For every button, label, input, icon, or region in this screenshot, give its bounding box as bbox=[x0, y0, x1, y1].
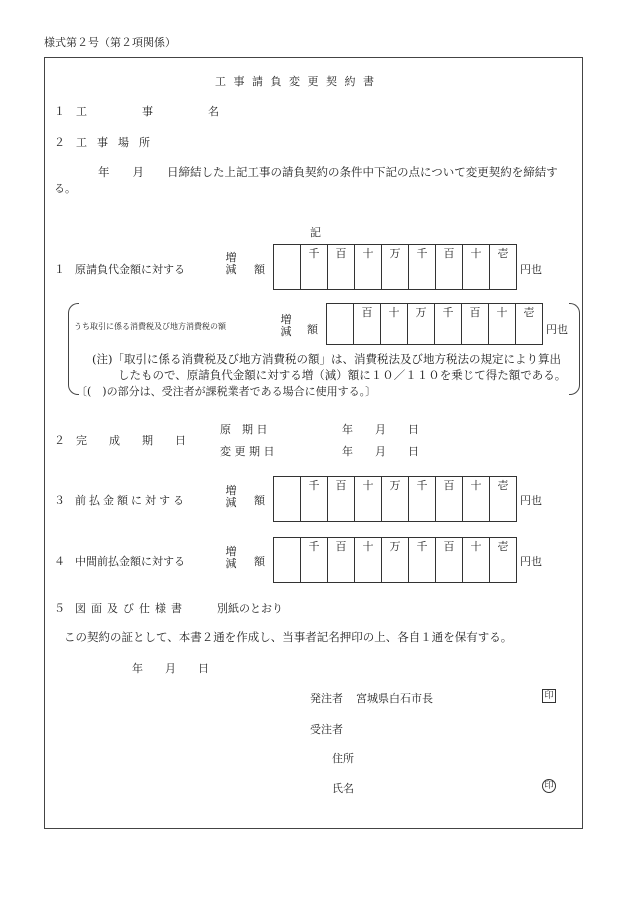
sec3-num: ３ bbox=[54, 494, 65, 507]
digit-cell[interactable]: 百 bbox=[354, 304, 381, 345]
orderer-name: 宮城県白石市長 bbox=[356, 692, 433, 705]
sec1-num: １ bbox=[54, 263, 65, 276]
address-label: 住所 bbox=[332, 752, 354, 765]
date-line: 年 月 日 bbox=[132, 662, 209, 675]
digit-cell[interactable]: 壱 bbox=[490, 477, 517, 522]
digit-cell[interactable]: 百 bbox=[462, 304, 489, 345]
sec1-label: 原請負代金額に対する bbox=[75, 263, 185, 276]
digit-cell[interactable]: 万 bbox=[382, 245, 409, 290]
amount-cell[interactable] bbox=[274, 538, 301, 583]
tax-amount-grid bbox=[326, 303, 543, 345]
zou: 増 bbox=[225, 251, 237, 264]
sec1-amount-grid bbox=[273, 244, 517, 290]
digit-cell[interactable]: 百 bbox=[436, 477, 463, 522]
original-date: 年 月 日 bbox=[342, 423, 419, 436]
sec1-zougen bbox=[223, 252, 239, 276]
sec4-amount-grid bbox=[273, 537, 517, 583]
digit-cell[interactable]: 千 bbox=[409, 245, 436, 290]
gen: 減 bbox=[225, 263, 237, 276]
sec3-gaku: 額 bbox=[254, 494, 265, 507]
digit-cell[interactable]: 千 bbox=[301, 477, 328, 522]
note-line1: (注)「取引に係る消費税及び地方消費税の額」は、消費税法及び地方税法の規定により算出 bbox=[92, 352, 561, 366]
digit-cell[interactable]: 百 bbox=[328, 245, 355, 290]
digit-cell[interactable]: 千 bbox=[301, 538, 328, 583]
digit-cell[interactable]: 十 bbox=[355, 477, 382, 522]
digit-cell[interactable]: 百 bbox=[328, 477, 355, 522]
tax-gaku: 額 bbox=[307, 323, 318, 336]
sec4-yen: 円也 bbox=[520, 555, 542, 568]
digit-cell[interactable]: 十 bbox=[463, 245, 490, 290]
hen-ki: 変 更 期 bbox=[220, 445, 260, 458]
tax-yen: 円也 bbox=[546, 323, 568, 336]
sec3-label: 前払金額に対する bbox=[75, 494, 187, 507]
name-label: 氏名 bbox=[332, 782, 354, 795]
gen-ki: 原 期 bbox=[220, 423, 253, 436]
square-seal-icon: 印 bbox=[542, 689, 556, 703]
digit-cell[interactable]: 万 bbox=[408, 304, 435, 345]
sec5-label: 図面及び仕様書 bbox=[75, 602, 187, 615]
digit-cell[interactable]: 千 bbox=[435, 304, 462, 345]
zou: 増 bbox=[225, 545, 237, 558]
intro-line1: 年 月 日締結した上記工事の請負契約の条件中下記の点について変更契約を締結す bbox=[98, 165, 558, 179]
sec3-zougen bbox=[223, 485, 239, 509]
digit-cell[interactable]: 万 bbox=[382, 477, 409, 522]
sec1-yen: 円也 bbox=[520, 263, 542, 276]
sec3-amount-grid bbox=[273, 476, 517, 522]
original-date-label bbox=[220, 421, 268, 437]
bracket-right bbox=[569, 303, 580, 395]
item2-num: ２ bbox=[54, 136, 65, 149]
item2-label: 工事場所 bbox=[76, 136, 160, 149]
intro-line2: る。 bbox=[54, 182, 76, 195]
sec4-num: ４ bbox=[54, 555, 65, 568]
zou: 増 bbox=[280, 313, 292, 326]
sec4-gaku: 額 bbox=[254, 555, 265, 568]
bracket-left bbox=[68, 303, 79, 395]
document-title: 工 事 請 負 変 更 契 約 書 bbox=[215, 75, 376, 88]
digit-cell[interactable]: 百 bbox=[436, 538, 463, 583]
sec5-num: ５ bbox=[54, 602, 65, 615]
gen: 減 bbox=[280, 325, 292, 338]
amount-cell[interactable] bbox=[274, 245, 301, 290]
digit-cell[interactable]: 壱 bbox=[490, 538, 517, 583]
digit-cell[interactable]: 壱 bbox=[516, 304, 543, 345]
closing-text: この契約の証として、本書２通を作成し、当事者記名押印の上、各自１通を保有する。 bbox=[64, 630, 513, 644]
zou: 増 bbox=[225, 484, 237, 497]
sec1-gaku: 額 bbox=[254, 263, 265, 276]
sec5-value: 別紙のとおり bbox=[217, 602, 283, 615]
nichi: 日 bbox=[263, 445, 275, 458]
form-id: 様式第２号（第２項関係） bbox=[44, 36, 176, 49]
digit-cell[interactable]: 十 bbox=[355, 538, 382, 583]
digit-cell[interactable]: 十 bbox=[489, 304, 516, 345]
ki-label: 記 bbox=[310, 226, 321, 239]
note-line3: 〔( )の部分は、受注者が課税業者である場合に使用する。〕 bbox=[76, 385, 377, 398]
contractor-label: 受注者 bbox=[310, 723, 343, 736]
amount-cell[interactable] bbox=[274, 477, 301, 522]
amount-cell[interactable] bbox=[327, 304, 354, 345]
orderer-label: 発注者 bbox=[310, 692, 343, 705]
sec4-label: 中間前払金額に対する bbox=[75, 555, 185, 568]
round-seal-icon: 印 bbox=[542, 779, 556, 793]
digit-cell[interactable]: 千 bbox=[409, 538, 436, 583]
gen: 減 bbox=[225, 557, 237, 570]
tax-label: うち取引に係る消費税及び地方消費税の額 bbox=[74, 322, 226, 331]
sec4-zougen bbox=[223, 546, 239, 570]
tax-zougen bbox=[278, 314, 294, 338]
note-line2: したもので、原請負代金額に対する増（減）額に１０／１１０を乗じて得た額である。 bbox=[118, 368, 567, 382]
nichi: 日 bbox=[256, 423, 268, 436]
digit-cell[interactable]: 十 bbox=[463, 538, 490, 583]
item1-label: 工 事 名 bbox=[76, 105, 241, 118]
changed-date-label bbox=[220, 443, 275, 459]
digit-cell[interactable]: 百 bbox=[328, 538, 355, 583]
digit-cell[interactable]: 百 bbox=[436, 245, 463, 290]
sec3-yen: 円也 bbox=[520, 494, 542, 507]
digit-cell[interactable]: 壱 bbox=[490, 245, 517, 290]
digit-cell[interactable]: 千 bbox=[301, 245, 328, 290]
digit-cell[interactable]: 十 bbox=[381, 304, 408, 345]
digit-cell[interactable]: 十 bbox=[463, 477, 490, 522]
gen: 減 bbox=[225, 496, 237, 509]
digit-cell[interactable]: 十 bbox=[355, 245, 382, 290]
sec2-label: 完成期日 bbox=[76, 434, 208, 447]
sec2-num: ２ bbox=[54, 434, 65, 447]
digit-cell[interactable]: 万 bbox=[382, 538, 409, 583]
digit-cell[interactable]: 千 bbox=[409, 477, 436, 522]
item1-num: １ bbox=[54, 105, 65, 118]
changed-date: 年 月 日 bbox=[342, 445, 419, 458]
